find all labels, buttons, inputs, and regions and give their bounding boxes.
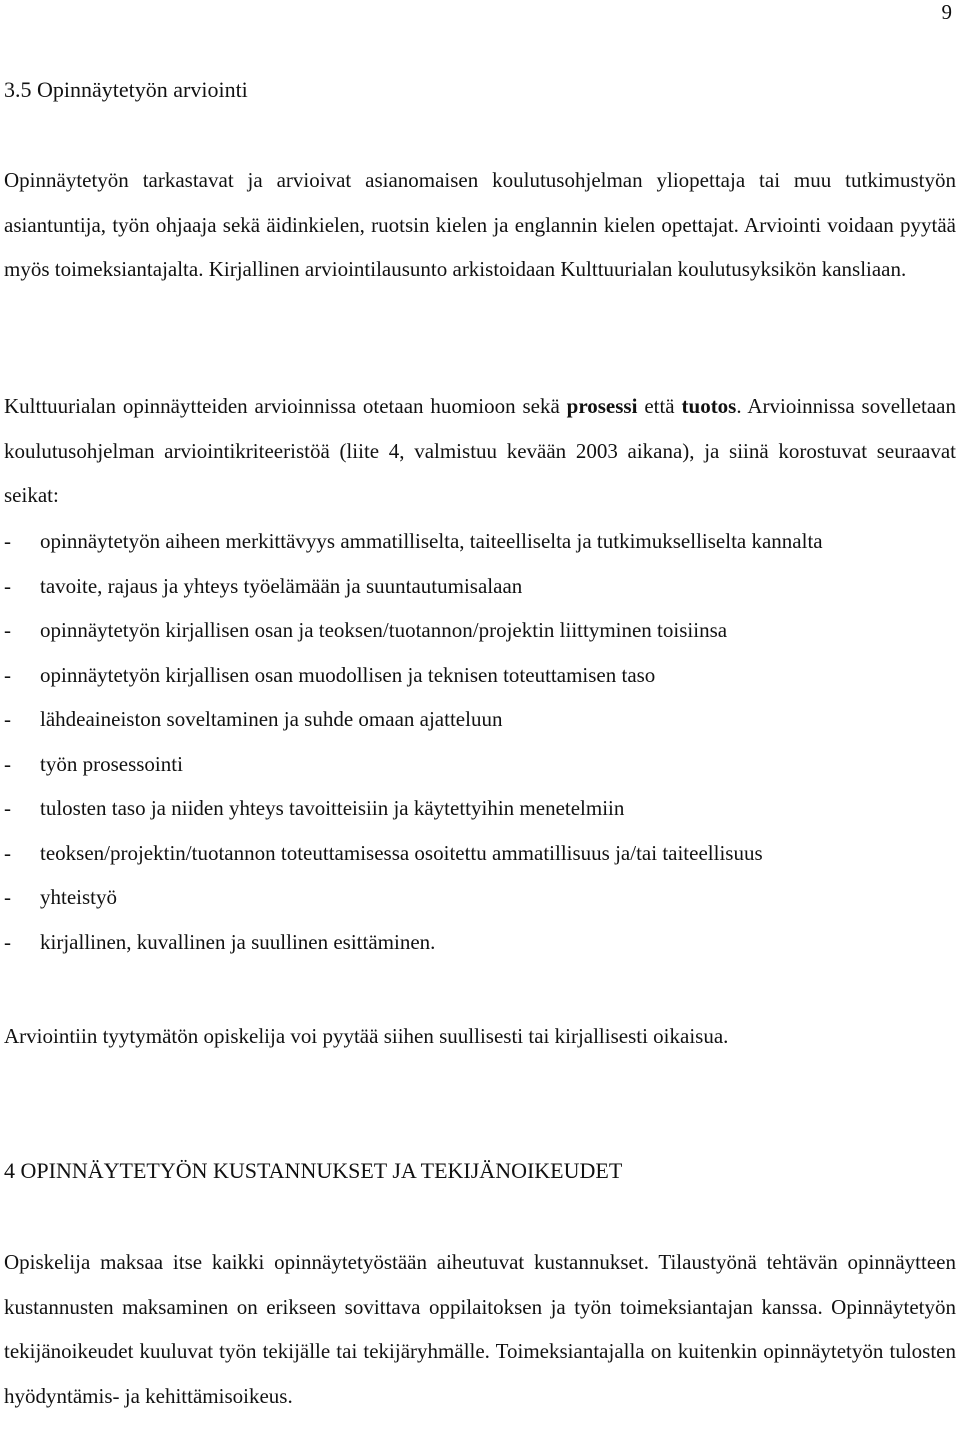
list-item-text: lähdeaineiston soveltaminen ja suhde omaan ajatteluun xyxy=(40,707,503,731)
list-item xyxy=(4,653,956,698)
list-dash: - xyxy=(4,751,11,776)
list-dash: - xyxy=(4,618,11,642)
list-dash: - xyxy=(4,529,11,553)
list-item xyxy=(4,786,956,831)
list-item xyxy=(4,608,956,653)
list-item-text: työn prosessointi xyxy=(40,751,183,776)
list-dash: - xyxy=(4,707,11,731)
list-item xyxy=(4,831,956,876)
paragraph-evaluation-criteria-intro xyxy=(4,384,956,518)
paragraph-text: Kulttuurialan opinnäytteiden arvioinnissa otetaan huomioon sekä xyxy=(4,394,567,418)
list-item-text: opinnäytetyön kirjallisen osan ja teoksen/tuotannon/projektin liittyminen toisiinsa xyxy=(40,618,728,642)
list-dash: - xyxy=(4,662,11,687)
criteria-list xyxy=(4,519,956,964)
paragraph-appeal: Arviointiin tyytymätön opiskelija voi pyytää siihen suullisesti tai kirjallisesti oikaisua. xyxy=(4,1024,729,1048)
list-item-text: kirjallinen, kuvallinen ja suullinen esittäminen. xyxy=(40,929,436,954)
paragraph-text: että xyxy=(637,394,682,418)
list-item xyxy=(4,519,956,564)
section-heading-4: 4 OPINNÄYTETYÖN KUSTANNUKSET JA TEKIJÄNOIKEUDET xyxy=(4,1158,623,1183)
bold-term-process: prosessi xyxy=(566,394,638,418)
list-dash: - xyxy=(4,929,11,954)
paragraph-evaluators: Opinnäytetyön tarkastavat ja arvioivat asianomaisen koulutusohjelman yliopettaja tai muu tutkimustyön asiantuntija, työn ohjaaja sekä äidinkielen, ruotsin kielen ja englannin kielen opettajat. Arviointi voidaan pyytää myös toimeksiantajalta. Kirjallinen arviointilausunto arkistoidaan Kulttuurialan koulutusyksikön kansliaan. xyxy=(4,168,956,281)
list-item xyxy=(4,920,956,965)
list-item xyxy=(4,697,956,742)
list-item-text: yhteistyö xyxy=(40,885,117,909)
page-number: 9 xyxy=(941,0,952,24)
list-item-text: opinnäytetyön aiheen merkittävyys ammatilliselta, taiteelliselta ja tutkimukselliselta kannalta xyxy=(40,529,823,553)
list-item xyxy=(4,742,956,787)
list-item-text: teoksen/projektin/tuotannon toteuttamisessa osoitettu ammatillisuus ja/tai taiteellisuus xyxy=(40,840,763,865)
list-item-text: tulosten taso ja niiden yhteys tavoitteisiin ja käytettyihin menetelmiin xyxy=(40,796,625,820)
paragraph-costs-copyright: Opiskelija maksaa itse kaikki opinnäytetyöstään aiheutuvat kustannukset. Tilaustyönä tehtävän opinnäytteen kustannusten maksaminen on erikseen sovittava oppilaitoksen ja työn toimeksiantajan kanssa. Opinnäytetyön tekijänoikeudet kuuluvat työn tekijälle tai tekijäryhmälle. Toimeksiantajalla on kuitenkin opinnäytetyön tulosten hyödyntämis- ja kehittämisoikeus. xyxy=(4,1250,956,1408)
list-item-text: opinnäytetyön kirjallisen osan muodollisen ja teknisen toteuttamisen taso xyxy=(40,662,656,687)
paragraph-text: . Arvioinnissa sovelletaan koulutusohjelman arviointikriteeristöä (liite 4, valmistuu kevään 2003 aikana), ja siinä korostuvat seuraavat seikat: xyxy=(4,394,956,507)
section-heading-3-5: 3.5 Opinnäytetyön arviointi xyxy=(4,77,248,102)
list-dash: - xyxy=(4,796,11,820)
list-item xyxy=(4,875,956,920)
list-dash: - xyxy=(4,573,11,598)
list-dash: - xyxy=(4,885,11,909)
list-item-text: tavoite, rajaus ja yhteys työelämään ja suuntautumisalaan xyxy=(40,573,523,598)
bold-term-output: tuotos xyxy=(681,394,737,418)
list-item xyxy=(4,564,956,609)
list-dash: - xyxy=(4,840,11,865)
